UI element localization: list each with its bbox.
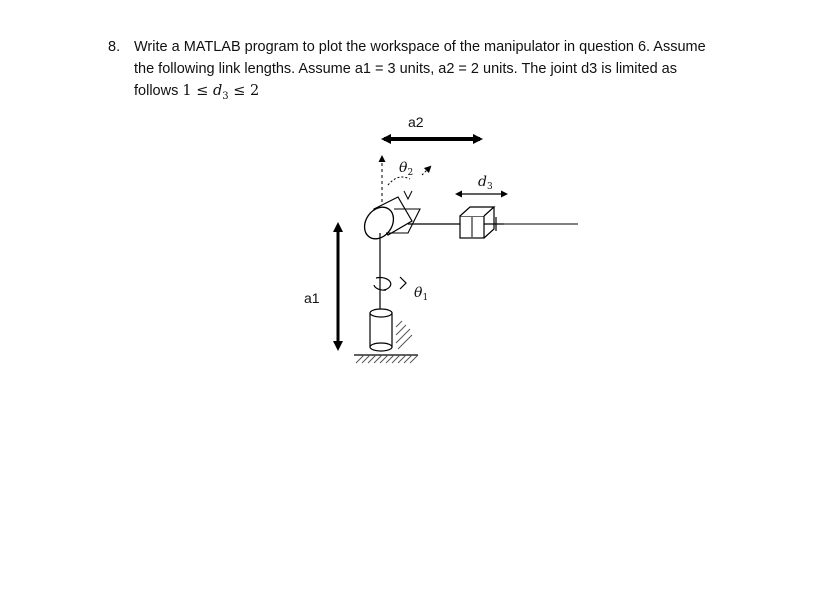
theta2-rotation-mark [404, 191, 412, 199]
joint-limit-inequality [182, 83, 260, 102]
a1-label: a1 [304, 290, 320, 306]
a2-label: a2 [408, 114, 424, 130]
d3-subscript: 3 [486, 182, 493, 192]
d3-symbol: d [478, 174, 487, 190]
ineq-upper: 2 [250, 83, 260, 99]
theta1-label [414, 285, 428, 303]
base-cylinder [370, 309, 392, 351]
theta1-symbol: θ [414, 285, 423, 301]
joint-2-cylinder [359, 197, 420, 244]
ineq-variable: d [212, 83, 223, 99]
theta1-subscript: 1 [422, 293, 429, 303]
ineq-lower: 1 [182, 83, 192, 99]
question-line-2: the following link lengths. Assume a1 = 3 units, a2 = 2 units. The joint d3 is limited as [134, 61, 677, 77]
ineq-subscript: 3 [222, 90, 229, 102]
question-block [108, 36, 758, 108]
question-line-3 [134, 80, 758, 108]
question-number: 8. [108, 39, 121, 55]
question-line-3-prefix: follows [134, 83, 179, 99]
theta2-rotation-arrow [422, 167, 430, 175]
manipulator-diagram [290, 105, 600, 365]
d3-label [478, 174, 493, 192]
theta2-symbol: θ [399, 160, 408, 176]
ineq-op-2: ≤ [233, 83, 246, 99]
question-row [108, 36, 758, 108]
theta2-rotation-arc [388, 177, 410, 185]
ineq-op-1: ≤ [196, 83, 209, 99]
prismatic-joint-d3 [460, 207, 504, 238]
question-text [134, 36, 758, 108]
theta2-subscript: 2 [407, 168, 414, 178]
theta1-rotation-ring [374, 277, 406, 290]
theta2-label [399, 160, 413, 178]
question-line-1: Write a MATLAB program to plot the workspace of the manipulator in question 6. Assume [134, 39, 706, 55]
